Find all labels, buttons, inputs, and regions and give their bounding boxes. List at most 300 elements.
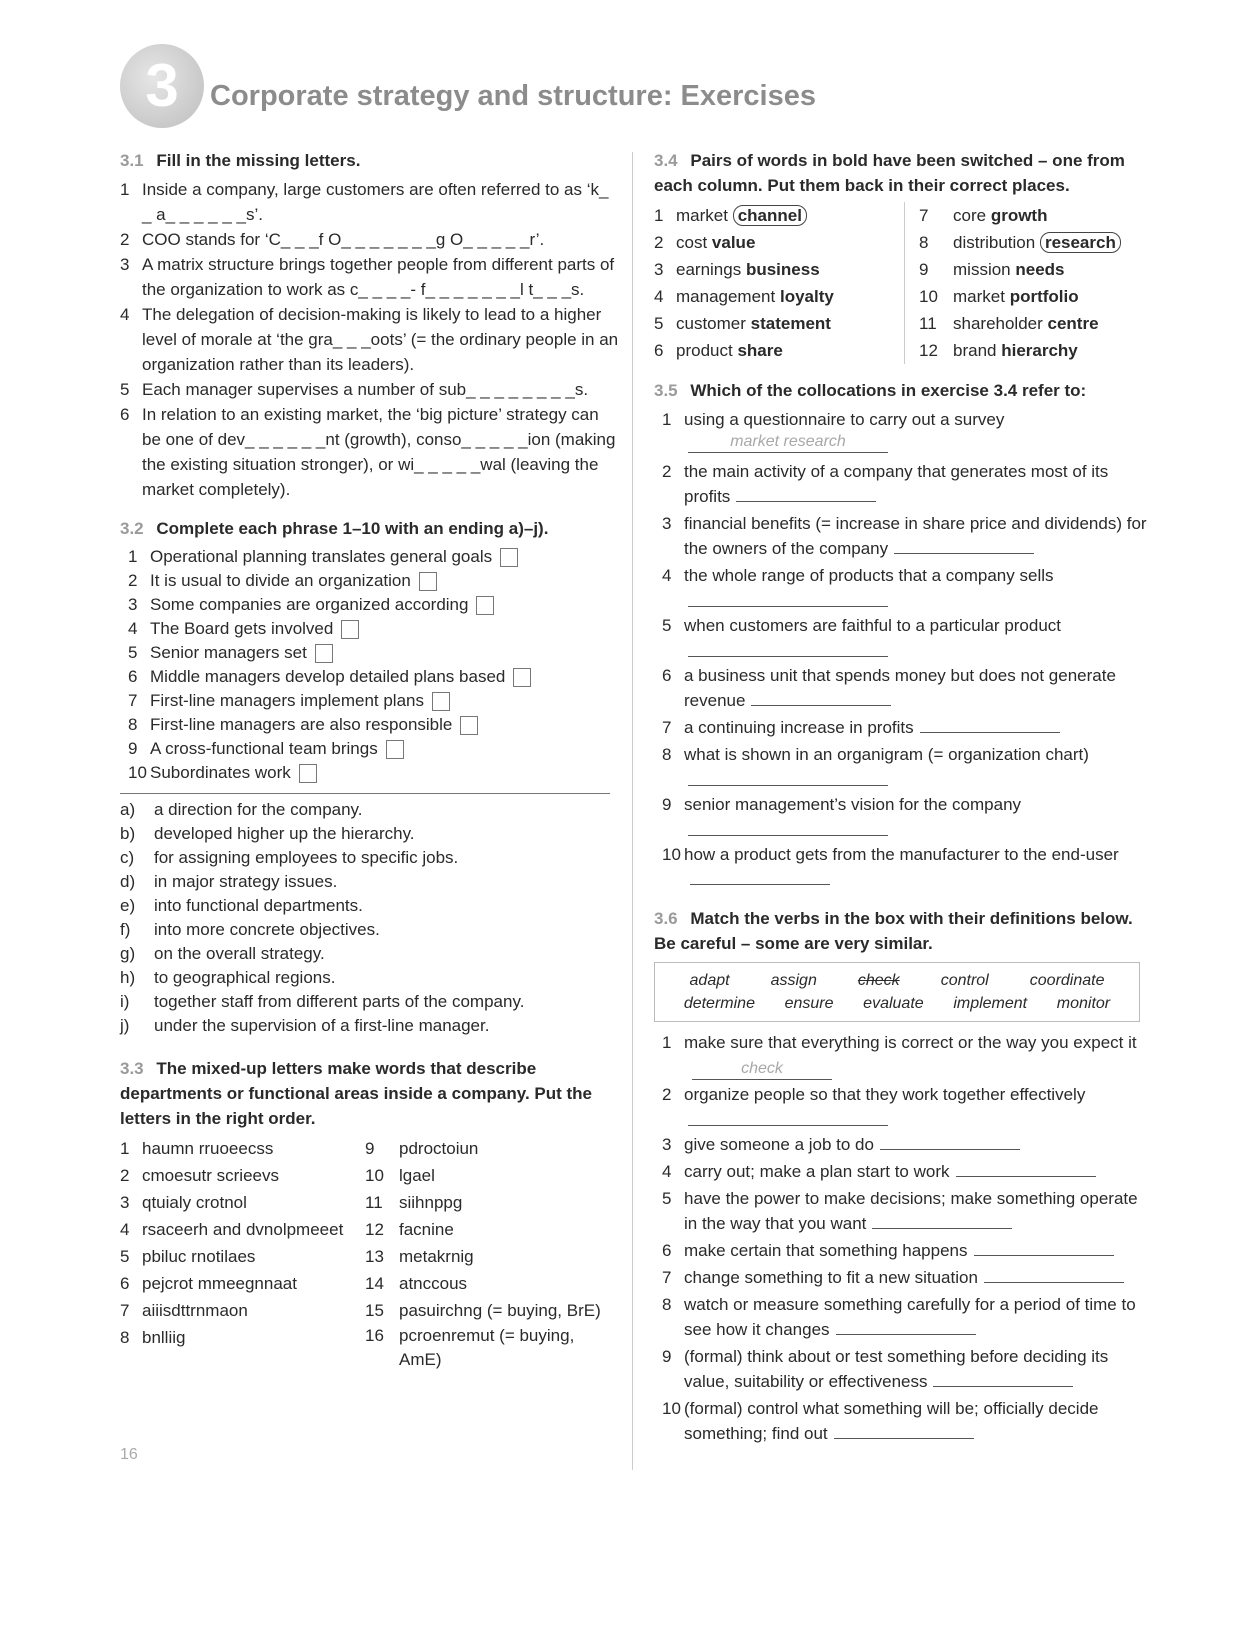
word: core (953, 206, 987, 225)
list-item (120, 966, 620, 990)
item-text: (formal) control what something will be; officially decide something; find out (684, 1399, 1099, 1443)
list-row (120, 1324, 620, 1369)
exercise-number: 3.1 (120, 151, 144, 170)
list-item (128, 689, 620, 713)
item-number: 10 (662, 1399, 681, 1418)
verb-box-row (669, 969, 1125, 992)
pair-words (676, 337, 904, 364)
pair-words (676, 310, 904, 337)
item-number: 7 (120, 1301, 130, 1320)
item-number: 11 (919, 314, 937, 333)
item-number: 4 (120, 305, 130, 324)
word: customer (676, 314, 746, 333)
answer-field[interactable] (974, 1239, 1114, 1256)
item-text: A cross-functional team brings (150, 739, 378, 758)
list-item (120, 1135, 365, 1162)
answer-box[interactable] (460, 716, 478, 735)
answer-field[interactable] (956, 1160, 1096, 1177)
answer-field[interactable] (933, 1370, 1073, 1387)
answer-box[interactable] (386, 740, 404, 759)
answer-field[interactable] (688, 640, 888, 657)
item-text: what is shown in an organigram (= organization chart) (684, 745, 1089, 764)
pair-words (953, 229, 1121, 256)
bold-word: statement (750, 314, 831, 333)
item-number: 4 (128, 619, 138, 638)
item-number: 7 (128, 691, 138, 710)
list-item (120, 1014, 620, 1038)
exercise-heading (120, 1056, 620, 1131)
item-number: 4 (120, 1220, 130, 1239)
answer-field[interactable] (690, 868, 830, 885)
pair-words (953, 256, 1065, 283)
item-text: a business unit that spends money but does not generate revenue (684, 666, 1116, 710)
exercise-heading (654, 378, 1154, 403)
list-item (654, 1344, 1154, 1394)
list-item (120, 846, 620, 870)
pair-item (905, 337, 1078, 364)
ex32-list (120, 545, 620, 785)
pair-item (654, 229, 905, 256)
item-row (654, 1238, 1154, 1263)
item-text: to geographical regions. (154, 968, 336, 987)
bold-word: portfolio (1009, 287, 1079, 306)
exercise-heading (654, 906, 1154, 956)
list-item (120, 990, 620, 1014)
item-row (654, 1082, 1154, 1107)
item-text: Some companies are organized according (150, 595, 469, 614)
item-text: metakrnig (399, 1247, 474, 1266)
bold-word: centre (1047, 314, 1099, 333)
item-text: facnine (399, 1220, 454, 1239)
pair-row (654, 256, 1154, 283)
answer-box[interactable] (419, 572, 437, 591)
verb-word: implement (953, 995, 1028, 1012)
item-number: 6 (654, 341, 664, 360)
list-item (654, 1082, 1154, 1126)
item-text-wrap (684, 1082, 1154, 1107)
list-item (128, 641, 620, 665)
item-letter: a) (120, 800, 136, 819)
pair-item (905, 310, 1099, 337)
item-text-wrap (684, 842, 1154, 892)
verb-word: coordinate (1029, 972, 1105, 989)
item-row (654, 663, 1154, 713)
item-text-wrap (150, 593, 620, 617)
item-text-wrap (684, 1265, 1154, 1290)
answer-field[interactable] (984, 1266, 1124, 1283)
item-number: 6 (120, 405, 130, 424)
item-text-wrap (150, 641, 620, 665)
ex34-list (654, 202, 1154, 364)
verb-box (654, 962, 1140, 1022)
answer-field[interactable] (751, 689, 891, 706)
list-item (365, 1162, 615, 1189)
item-text: lgael (399, 1166, 435, 1185)
item-number: 8 (662, 745, 672, 764)
item-row (654, 1292, 1154, 1342)
answer-box[interactable] (500, 548, 518, 567)
item-number: 5 (654, 314, 664, 333)
item-letter: f) (120, 920, 131, 939)
item-text: pcroenremut (= buying, AmE) (399, 1326, 575, 1369)
item-row (654, 613, 1154, 638)
item-number: 2 (662, 1085, 672, 1104)
exercise-title: Which of the collocations in exercise 3.4 refer to: (690, 381, 1087, 400)
answer-field[interactable] (836, 1318, 976, 1335)
item-text: in major strategy issues. (154, 872, 338, 891)
item-text-wrap (684, 1344, 1154, 1394)
answer-field[interactable] (894, 537, 1034, 554)
list-item (120, 1297, 365, 1324)
item-text: Middle managers develop detailed plans based (150, 667, 506, 686)
exercise-title: Fill in the missing letters. (156, 151, 361, 170)
pair-item (905, 283, 1079, 310)
item-number: 3 (662, 1135, 672, 1154)
item-text: make sure that everything is correct or the way you expect it (684, 1033, 1137, 1052)
item-text: for assigning employees to specific jobs. (154, 848, 459, 867)
list-item (128, 617, 620, 641)
item-text: First-line managers are also responsible (150, 715, 453, 734)
item-text: the whole range of products that a company sells (684, 566, 1054, 585)
exercise-number: 3.6 (654, 909, 678, 928)
verb-word: evaluate (863, 995, 924, 1012)
item-number: 10 (365, 1166, 384, 1185)
item-text: siihnppg (399, 1193, 463, 1212)
item-number: 8 (120, 1328, 130, 1347)
verb-word: control (940, 972, 989, 989)
item-number: 10 (662, 845, 681, 864)
item-number: 5 (128, 643, 138, 662)
item-letter: g) (120, 944, 136, 963)
answer-box[interactable] (476, 596, 494, 615)
item-text: make certain that something happens (684, 1241, 968, 1260)
list-item (120, 1324, 365, 1351)
pair-row (654, 310, 1154, 337)
ex35-list (654, 407, 1154, 892)
bold-word: growth (990, 206, 1048, 225)
list-item (128, 713, 620, 737)
item-text: into more concrete objectives. (154, 920, 380, 939)
exercise-number: 3.3 (120, 1059, 144, 1078)
item-number: 9 (365, 1139, 375, 1158)
list-item (654, 663, 1154, 713)
pair-item (654, 256, 905, 283)
item-row (654, 1030, 1154, 1080)
item-text: qtuialy crotnol (142, 1193, 247, 1212)
list-row (120, 1297, 620, 1324)
answer-field[interactable] (736, 485, 876, 502)
item-number: 5 (662, 1189, 672, 1208)
item-text-wrap (150, 761, 620, 785)
word: management (676, 287, 776, 306)
answer-box[interactable] (315, 644, 333, 663)
item-number: 5 (662, 616, 672, 635)
list-item (120, 402, 620, 502)
answer-field[interactable]: market research (688, 434, 888, 453)
item-text: Senior managers set (150, 643, 307, 662)
item-number: 1 (120, 180, 130, 199)
verb-word: monitor (1056, 995, 1111, 1012)
list-item (654, 715, 1154, 740)
item-number: 8 (919, 233, 929, 252)
item-row (654, 407, 1154, 432)
item-number: 1 (662, 1033, 672, 1052)
list-item (654, 1159, 1154, 1184)
list-item (365, 1189, 615, 1216)
item-number: 5 (120, 1247, 130, 1266)
list-item (120, 942, 620, 966)
item-number: 6 (662, 1241, 672, 1260)
item-number: 4 (662, 1162, 672, 1181)
item-text: Each manager supervises a number of sub_ _ _ _ _ _ _ _s. (142, 380, 589, 399)
word: cost (676, 233, 708, 252)
item-number: 1 (654, 206, 664, 225)
list-row (120, 1243, 620, 1270)
exercise-title: Match the verbs in the box with their definitions below. Be careful – some are very similar. (654, 909, 1133, 953)
item-text: a continuing increase in profits (684, 718, 914, 737)
item-text: The Board gets involved (150, 619, 334, 638)
answer-field[interactable] (872, 1212, 1012, 1229)
item-number: 6 (120, 1274, 130, 1293)
item-text-wrap (684, 663, 1154, 713)
item-number: 9 (128, 739, 138, 758)
answer-field[interactable]: check (692, 1061, 832, 1080)
item-row (654, 1344, 1154, 1394)
answer-field[interactable] (880, 1133, 1020, 1150)
exercise-number: 3.2 (120, 519, 144, 538)
exercise-title: The mixed-up letters make words that describe departments or functional areas inside a company. Put the letters in the right order. (120, 1059, 593, 1128)
item-text: Subordinates work (150, 763, 291, 782)
pair-row (654, 283, 1154, 310)
item-number: 3 (662, 514, 672, 533)
list-item (120, 894, 620, 918)
answer-field[interactable] (920, 716, 1060, 733)
list-item (365, 1216, 615, 1243)
list-item (365, 1270, 615, 1297)
item-row (654, 1265, 1154, 1290)
item-number: 2 (654, 233, 664, 252)
item-number: 2 (120, 1166, 130, 1185)
item-number: 2 (128, 571, 138, 590)
item-text: It is usual to divide an organization (150, 571, 411, 590)
exercise-title: Complete each phrase 1–10 with an ending a)–j). (156, 519, 549, 538)
item-text-wrap (684, 459, 1154, 509)
exercise-number: 3.4 (654, 151, 678, 170)
item-number: 14 (365, 1274, 384, 1293)
item-number: 3 (654, 260, 664, 279)
item-number: 12 (365, 1220, 384, 1239)
item-text: together staff from different parts of the company. (154, 992, 525, 1011)
pair-item (905, 202, 1047, 229)
item-text-wrap (684, 742, 1154, 767)
list-item (654, 511, 1154, 561)
word: market (953, 287, 1005, 306)
list-item (654, 1030, 1154, 1080)
item-text: rsaceerh and dvnolpmeeet (142, 1220, 344, 1239)
left-column (120, 148, 620, 1369)
item-text: a direction for the company. (154, 800, 363, 819)
item-text: First-line managers implement plans (150, 691, 424, 710)
item-text-wrap (684, 1159, 1154, 1184)
list-item (120, 1162, 365, 1189)
item-text: haumn rruoeecss (142, 1139, 274, 1158)
item-number: 4 (654, 287, 664, 306)
item-number: 1 (662, 410, 672, 429)
list-item (128, 761, 620, 785)
item-row (654, 563, 1154, 588)
item-text: financial benefits (= increase in share price and dividends) for the owners of the company (684, 514, 1147, 558)
item-text-wrap (150, 689, 620, 713)
list-item (365, 1243, 615, 1270)
item-number: 6 (662, 666, 672, 685)
item-text-wrap (684, 715, 1154, 740)
word: mission (953, 260, 1011, 279)
item-text: pbiluc rnotilaes (142, 1247, 256, 1266)
list-item (128, 737, 620, 761)
item-text: under the supervision of a first-line manager. (154, 1016, 490, 1035)
item-row (654, 1186, 1154, 1236)
exercise-heading (120, 148, 620, 173)
answer-box[interactable] (299, 764, 317, 783)
bold-word: value (711, 233, 756, 252)
item-text: the main activity of a company that generates most of its profits (684, 462, 1109, 506)
item-text: on the overall strategy. (154, 944, 325, 963)
item-text: (formal) think about or test something before deciding its value, suitability or effectiveness (684, 1347, 1109, 1391)
item-text: developed higher up the hierarchy. (154, 824, 415, 843)
list-item (654, 407, 1154, 453)
list-item (120, 918, 620, 942)
item-row (654, 742, 1154, 767)
item-text: when customers are faithful to a particular product (684, 616, 1062, 635)
item-text: aiiisdttrnmaon (142, 1301, 248, 1320)
ex36-list (654, 1030, 1154, 1446)
verb-word: determine (683, 995, 755, 1012)
word: shareholder (953, 314, 1043, 333)
word: product (676, 341, 733, 360)
item-number: 1 (120, 1139, 130, 1158)
verb-word: ensure (784, 995, 834, 1012)
pair-row (654, 337, 1154, 364)
answer-box[interactable] (432, 692, 450, 711)
item-number: 3 (128, 595, 138, 614)
item-number: 12 (919, 341, 938, 360)
list-item (654, 459, 1154, 509)
item-number: 2 (662, 462, 672, 481)
answer-field[interactable] (688, 819, 888, 836)
pair-words (676, 283, 904, 310)
pair-item (654, 202, 905, 229)
item-number: 9 (662, 795, 672, 814)
list-item (128, 545, 620, 569)
item-text: A matrix structure brings together people from different parts of the organization to work as c_ _ _ _- f_ _ _ _ _ _ _l t_ _ _s. (142, 255, 615, 299)
answer-field[interactable] (688, 769, 888, 786)
list-item (365, 1135, 615, 1162)
bold-word: needs (1015, 260, 1065, 279)
answer-field[interactable] (688, 1109, 888, 1126)
item-text-wrap (150, 713, 620, 737)
item-text: pejcrot mmeegnnaat (142, 1274, 297, 1293)
bold-word: business (745, 260, 820, 279)
right-column (654, 148, 1154, 1448)
word: earnings (676, 260, 742, 279)
list-row (120, 1135, 620, 1162)
item-text: how a product gets from the manufacturer to the end-user (684, 845, 1119, 864)
item-number: 7 (662, 718, 672, 737)
item-row (654, 1132, 1154, 1157)
item-text: have the power to make decisions; make something operate in the way that you want (684, 1189, 1138, 1233)
item-text: Operational planning translates general goals (150, 547, 493, 566)
exercise-heading (654, 148, 1154, 198)
item-text: Inside a company, large customers are often referred to as ‘k_ _ a_ _ _ _ _ _s’. (142, 180, 609, 224)
item-number: 8 (128, 715, 138, 734)
ex33-list (120, 1135, 620, 1369)
item-text-wrap (150, 665, 620, 689)
pair-item (654, 337, 905, 364)
ex32-endings (120, 798, 620, 1038)
ex31-list (120, 177, 620, 502)
item-text: COO stands for ‘C_ _ _f O_ _ _ _ _ _ _g O_ _ _ _ _r’. (142, 230, 545, 249)
item-row (654, 792, 1154, 817)
item-text-wrap (684, 1238, 1154, 1263)
list-item (120, 822, 620, 846)
item-number: 9 (662, 1347, 672, 1366)
answer-field[interactable] (834, 1422, 974, 1439)
list-item (654, 563, 1154, 607)
item-text-wrap (150, 737, 620, 761)
verb-word: assign (770, 972, 817, 989)
item-text: pasuirchng (= buying, BrE) (399, 1301, 601, 1320)
item-number: 6 (128, 667, 138, 686)
list-item (120, 1243, 365, 1270)
list-item (654, 1265, 1154, 1290)
answer-field[interactable] (688, 590, 888, 607)
item-row (654, 842, 1154, 892)
item-text: In relation to an existing market, the ‘big picture’ strategy can be one of dev_ _ _ _ _ _nt (growth), conso_ _ _ _ _ion (making the existing situation stronger), or wi_ _ _ _ _wal (leaving the market completely). (142, 405, 616, 499)
exercise-heading (120, 516, 620, 541)
item-text-wrap (684, 613, 1154, 638)
bold-word: channel (733, 205, 807, 226)
list-item (120, 227, 620, 252)
item-text: carry out; make a plan start to work (684, 1162, 950, 1181)
item-number: 7 (662, 1268, 672, 1287)
item-text: cmoesutr scrieevs (142, 1166, 279, 1185)
word: distribution (953, 233, 1036, 252)
list-item (654, 1132, 1154, 1157)
item-text-wrap (684, 511, 1154, 561)
list-item (365, 1297, 615, 1324)
word: market (676, 206, 728, 225)
list-item (120, 177, 620, 227)
list-item (120, 302, 620, 377)
answer-box[interactable] (341, 620, 359, 639)
item-number: 3 (120, 255, 130, 274)
bold-word: hierarchy (1001, 341, 1078, 360)
pair-words (953, 202, 1047, 229)
answer-box[interactable] (513, 668, 531, 687)
item-text: organize people so that they work together effectively (684, 1085, 1086, 1104)
list-item (654, 613, 1154, 657)
item-text-wrap (684, 1186, 1154, 1236)
item-letter: d) (120, 872, 136, 891)
list-item (120, 1189, 365, 1216)
pair-item (905, 229, 1121, 256)
word: brand (953, 341, 997, 360)
list-item (654, 1238, 1154, 1263)
item-text-wrap (684, 1396, 1154, 1446)
item-number: 3 (120, 1193, 130, 1212)
exercise-title: Pairs of words in bold have been switched – one from each column. Put them back in their correct places. (654, 151, 1125, 195)
list-item (654, 1292, 1154, 1342)
